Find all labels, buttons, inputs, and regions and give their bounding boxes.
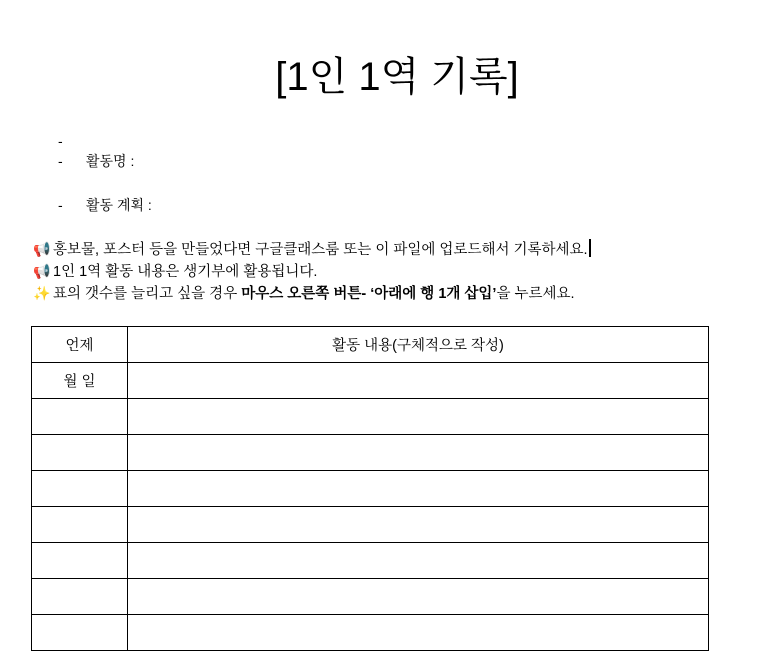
bullet-text: 활동명 : (86, 153, 135, 169)
bullet-dash: - (58, 153, 63, 169)
content-cell[interactable] (128, 507, 709, 543)
content-cell[interactable] (128, 615, 709, 651)
table-row (32, 363, 709, 399)
table-row (32, 399, 709, 435)
date-cell[interactable] (32, 399, 128, 435)
content-cell[interactable] (128, 471, 709, 507)
note-text: 홍보물, 포스터 등을 만들었다면 구글클래스룸 또는 이 파일에 업로드해서 기록하세요. (53, 242, 588, 258)
header-activity-content[interactable]: 활동 내용(구체적으로 작성) (128, 327, 709, 363)
table-row (32, 507, 709, 543)
table-row (32, 579, 709, 615)
note-text-bold: 마우스 오른쪽 버튼- ‘아래에 행 1개 삽입’ (241, 286, 497, 302)
bullet-text: 활동 계획 : (86, 197, 152, 213)
content-cell[interactable] (128, 543, 709, 579)
note-upload[interactable] (33, 238, 591, 260)
date-cell[interactable]: 월 일 (32, 363, 128, 399)
date-cell[interactable] (32, 471, 128, 507)
note-add-rows[interactable] (33, 282, 575, 304)
note-text-before: 표의 갯수를 늘리고 싶을 경우 (53, 286, 242, 302)
content-cell[interactable] (128, 399, 709, 435)
date-cell[interactable] (32, 507, 128, 543)
date-cell[interactable] (32, 579, 128, 615)
date-cell[interactable] (32, 435, 128, 471)
table-row (32, 543, 709, 579)
header-when[interactable]: 언제 (32, 327, 128, 363)
note-text-after: 을 누르세요. (496, 286, 575, 302)
text-cursor (589, 239, 591, 257)
content-cell[interactable] (128, 363, 709, 399)
megaphone-icon: 📢 (33, 241, 51, 257)
table-row (32, 435, 709, 471)
table-row (32, 615, 709, 651)
content-cell[interactable] (128, 579, 709, 615)
date-cell[interactable] (32, 615, 128, 651)
date-cell[interactable] (32, 543, 128, 579)
content-cell[interactable] (128, 435, 709, 471)
sparkles-icon: ✨ (33, 285, 51, 301)
note-text: 1인 1역 활동 내용은 생기부에 활용됩니다. (53, 264, 318, 280)
bullet-dash: - (58, 133, 63, 149)
table-header-row (32, 327, 709, 363)
bullet-dash: - (58, 197, 63, 213)
activity-log-table (31, 326, 709, 651)
table-row (32, 471, 709, 507)
megaphone-icon: 📢 (33, 263, 51, 279)
note-record-use[interactable] (33, 260, 317, 282)
page-title: [1인 1역 기록] (275, 55, 519, 99)
